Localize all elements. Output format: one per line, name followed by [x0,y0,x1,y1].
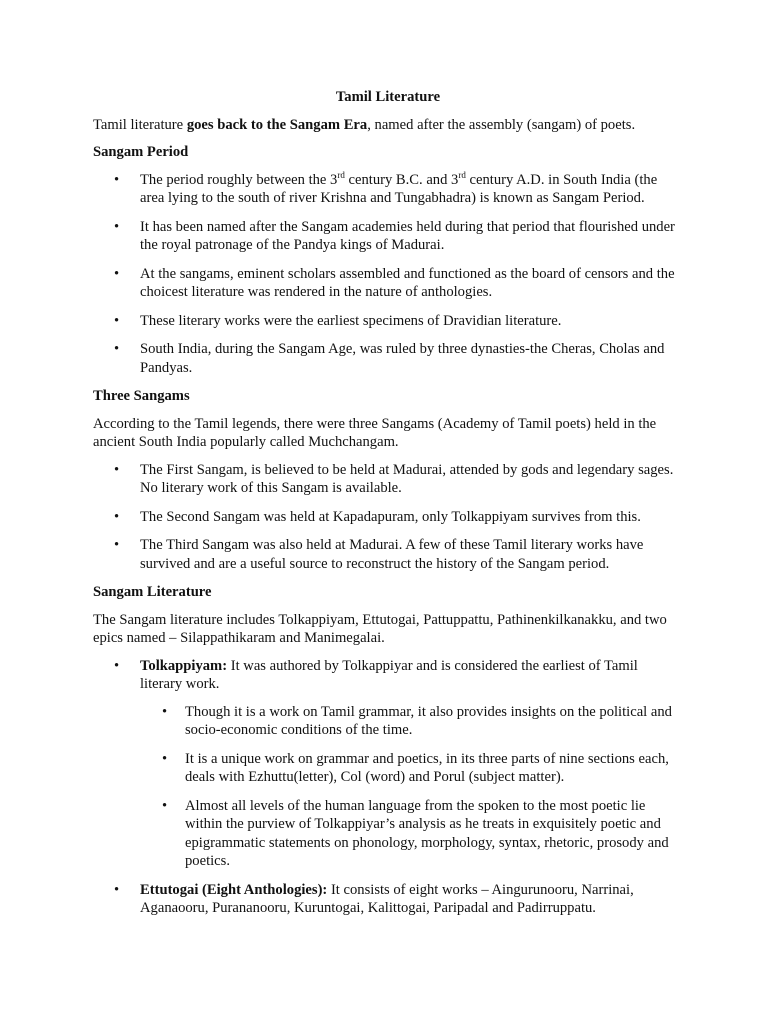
sub-list-item-text: Almost all levels of the human language from the spoken to the most poetic lie within the purview of Tolkappiyar’s analysis as he treats in exquisitely poetic and epigrammatic statements on phonology, morphology, syntax, rhetoric, prosody and poetics. [185,797,669,869]
intro-pre: Tamil literature [93,116,187,133]
list-item-text: It has been named after the Sangam academies held during that period that flourished under the royal patronage of the Pandya kings of Madurai. [140,218,675,253]
sangam-literature-intro: The Sangam literature includes Tolkappiyam, Ettutogai, Pattuppattu, Pathinenkilkanakku, and two epics named – Silappathikaram and Manimegalai. [93,611,667,646]
list-item [93,218,683,255]
list-item-ettutogai [93,881,683,918]
bullet-icon: • [114,312,120,329]
list-item-text: At the sangams, eminent scholars assembled and functioned as the board of censors and the choicest literature was rendered in the nature of anthologies. [140,265,675,300]
document-title: Tamil Literature [335,89,441,105]
bullet-icon: • [162,797,168,814]
ettutogai-text: It consists of eight works – Aingurunooru, Narrinai, Aganaooru, Purananooru, Kuruntogai, Kalittogai, Paripadal and Padirruppatu. [140,881,634,916]
sub-list-item [140,750,683,787]
list-item [93,461,683,498]
bullet-icon: • [162,750,168,767]
intro-paragraph [93,116,683,135]
superscript: rd [337,169,345,180]
ettutogai-label: Ettutogai (Eight Anthologies): [140,881,328,898]
sub-list-item-text: Though it is a work on Tamil grammar, it also provides insights on the political and socio-economic conditions of the time. [185,703,672,738]
list-item-text: These literary works were the earliest specimens of Dravidian literature. [140,312,562,329]
intro-post: , named after the assembly (sangam) of poets. [367,116,636,133]
bullet-icon: • [114,218,120,235]
list-item [93,312,683,331]
three-sangams-list [93,461,683,574]
three-sangams-heading: Three Sangams [93,388,190,404]
text-run: The period roughly between the 3 [140,171,338,188]
three-sangams-intro: According to the Tamil legends, there were three Sangams (Academy of Tamil poets) held in the ancient South India popularly called Muchchangam. [93,415,657,450]
bullet-icon: • [162,703,168,720]
bullet-icon: • [114,171,120,188]
sub-list-item [140,797,683,871]
intro-bold: goes back to the Sangam Era [186,116,368,133]
list-item-text: The Third Sangam was also held at Madurai. A few of these Tamil literary works have survived and are a useful source to reconstruct the history of the Sangam period. [140,537,644,572]
document-page [93,88,683,928]
list-item-text: The Second Sangam was held at Kapadapuram, only Tolkappiyam survives from this. [140,508,641,525]
superscript: rd [458,169,466,180]
bullet-icon: • [114,537,120,553]
bullet-icon: • [114,881,120,898]
bullet-icon: • [114,341,120,357]
list-item-text: South India, during the Sangam Age, was ruled by three dynasties-the Cheras, Cholas and Pandyas. [140,341,665,376]
sangam-period-list [93,171,683,378]
bullet-icon: • [114,265,120,282]
list-item-tolkappiyam [93,657,683,871]
tolkappiyam-sublist [140,703,683,871]
bullet-icon: • [114,461,120,478]
list-item [93,265,683,302]
list-item [93,536,683,573]
sangam-literature-heading: Sangam Literature [93,584,212,600]
sub-list-item-text: It is a unique work on grammar and poetics, in its three parts of nine sections each, deals with Ezhuttu(letter), Col (word) and Porul (subject matter). [185,750,669,785]
list-item [93,508,683,527]
tolkappiyam-text: It was authored by Tolkappiyar and is considered the earliest of Tamil literary work. [140,657,638,692]
sangam-period-heading: Sangam Period [93,144,189,160]
list-item [93,340,683,377]
bullet-icon: • [114,508,120,525]
text-run: century B.C. and 3 [344,171,459,188]
list-item-text: The First Sangam, is believed to be held at Madurai, attended by gods and legendary sages. No literary work of this Sangam is available. [140,461,674,496]
list-item [93,171,683,208]
bullet-icon: • [114,657,120,674]
tolkappiyam-label: Tolkappiyam: [140,657,228,674]
sangam-literature-list [93,657,683,918]
text-run: century A.D. in South India (the area lying to the south of river Krishna and Tungabhadra) is known as Sangam Period. [140,171,658,206]
sub-list-item [140,703,683,740]
